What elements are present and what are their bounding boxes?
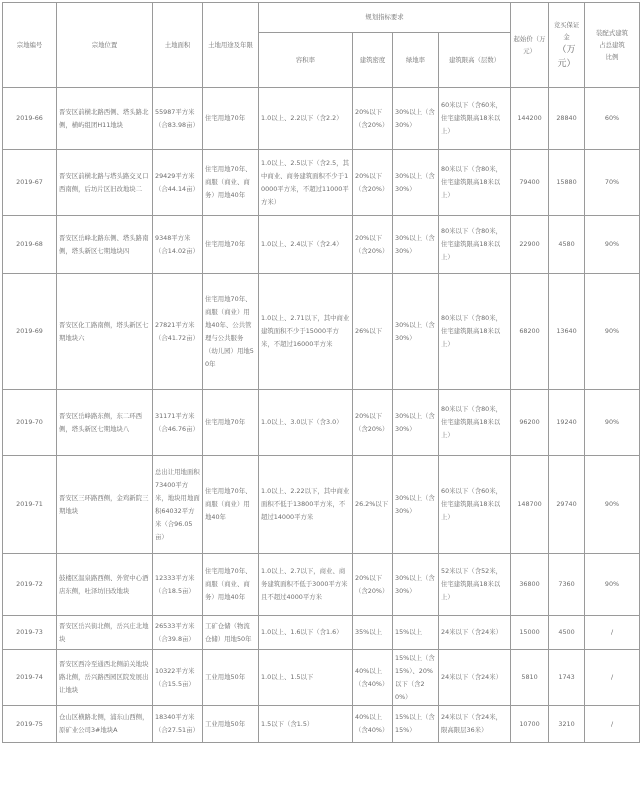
green-ratio-cell: 15%以上（含15%）、20%以下（含20%） xyxy=(393,650,439,706)
land-location-cell: 晋安区前横北路西侧、塔头路北侧，横屿组团H11地块 xyxy=(57,88,153,150)
land-area-cell: 29429平方米（合44.14亩） xyxy=(153,150,203,216)
height-limit-cell: 60米以下（含60米，住宅建筑限高18米以上） xyxy=(439,456,511,554)
land-area-cell: 18340平方米（合27.51亩） xyxy=(153,706,203,743)
building-density-cell: 20%以下（含20%） xyxy=(353,88,393,150)
land-area-cell: 12333平方米（合18.5亩） xyxy=(153,554,203,616)
prefab-ratio-cell: / xyxy=(585,650,640,706)
deposit-cell: 13640 xyxy=(549,274,585,390)
land-code-cell: 2019-69 xyxy=(3,274,57,390)
height-limit-cell: 24米以下（含24米，限高限层36米） xyxy=(439,706,511,743)
header-height: 建筑限高（层数） xyxy=(439,33,511,88)
land-code-cell: 2019-74 xyxy=(3,650,57,706)
height-limit-cell: 80米以下（含80米，住宅建筑限高18米以上） xyxy=(439,216,511,274)
prefab-ratio-cell: 90% xyxy=(585,390,640,456)
land-area-cell: 总出让用地面积73400平方米，地块用地面积64032平方米（合96.05亩） xyxy=(153,456,203,554)
land-location-cell: 鼓楼区温泉路西侧、外贸中心酒店东侧，吐泽坊旧改地块 xyxy=(57,554,153,616)
height-limit-cell: 52米以下（含52米，住宅建筑限高18米以上） xyxy=(439,554,511,616)
prefab-ratio-cell: 90% xyxy=(585,456,640,554)
start-price-cell: 96200 xyxy=(511,390,549,456)
land-code-cell: 2019-73 xyxy=(3,616,57,650)
building-density-cell: 20%以下（含20%） xyxy=(353,390,393,456)
header-prefab-ratio: 装配式建筑 占总建筑 比例 xyxy=(585,3,640,88)
land-code-cell: 2019-66 xyxy=(3,88,57,150)
land-use-cell: 住宅用地70年、商服（商业）用地40年 xyxy=(203,456,259,554)
height-limit-cell: 80米以下（含80米，住宅建筑限高18米以上） xyxy=(439,150,511,216)
plot-ratio-cell: 1.0以上、1.6以下（含1.6） xyxy=(259,616,353,650)
land-location-cell: 晋安区岳兴街北侧，岳兴庄北地块 xyxy=(57,616,153,650)
table-row xyxy=(3,216,640,274)
green-ratio-cell: 15%以上 xyxy=(393,616,439,650)
land-code-cell: 2019-75 xyxy=(3,706,57,743)
header-density: 建筑密度 xyxy=(353,33,393,88)
header-far: 容积率 xyxy=(259,33,353,88)
plot-ratio-cell: 1.0以上、2.2以下（含2.2） xyxy=(259,88,353,150)
header-code: 宗地编号 xyxy=(3,3,57,88)
deposit-cell: 7360 xyxy=(549,554,585,616)
table-body xyxy=(3,88,640,743)
green-ratio-cell: 30%以上（含30%） xyxy=(393,274,439,390)
green-ratio-cell: 30%以上（含30%） xyxy=(393,88,439,150)
green-ratio-cell: 30%以上（含30%） xyxy=(393,456,439,554)
land-use-cell: 住宅用地70年、商服（商业、商务）用地40年 xyxy=(203,554,259,616)
land-location-cell: 晋安区化工路南侧，塔头新区七期地块六 xyxy=(57,274,153,390)
header-start-price: 起始价（万 元） xyxy=(511,3,549,88)
table-row xyxy=(3,616,640,650)
land-use-cell: 工矿仓储（物流仓储）用地50年 xyxy=(203,616,259,650)
deposit-cell: 28840 xyxy=(549,88,585,150)
land-area-cell: 9348平方米（合14.02亩） xyxy=(153,216,203,274)
land-code-cell: 2019-70 xyxy=(3,390,57,456)
table-row xyxy=(3,390,640,456)
land-location-cell: 仓山区横路北侧，浦东山西侧，原矿业公司3#地块A xyxy=(57,706,153,743)
land-code-cell: 2019-72 xyxy=(3,554,57,616)
deposit-cell: 15880 xyxy=(549,150,585,216)
prefab-ratio-cell: / xyxy=(585,616,640,650)
land-use-cell: 住宅用地70年 xyxy=(203,216,259,274)
building-density-cell: 40%以上（含40%） xyxy=(353,706,393,743)
building-density-cell: 20%以下（含20%） xyxy=(353,554,393,616)
plot-ratio-cell: 1.0以上、2.4以下（含2.4） xyxy=(259,216,353,274)
height-limit-cell: 60米以下（含60米，住宅建筑限高18米以上） xyxy=(439,88,511,150)
land-location-cell: 晋安区三环路西侧，金鸡新院三期地块 xyxy=(57,456,153,554)
prefab-ratio-cell: 90% xyxy=(585,274,640,390)
building-density-cell: 26%以下 xyxy=(353,274,393,390)
land-area-cell: 31171平方米（合46.76亩） xyxy=(153,390,203,456)
land-location-cell: 晋安区岳峰路东侧，东二环西侧，塔头新区七期地块八 xyxy=(57,390,153,456)
building-density-cell: 20%以下（含20%） xyxy=(353,150,393,216)
plot-ratio-cell: 1.0以上、2.22以下，其中商业面积不低于13800平方米，不超过14000平方米 xyxy=(259,456,353,554)
building-density-cell: 35%以上 xyxy=(353,616,393,650)
plot-ratio-cell: 1.0以上、2.5以下（含2.5，其中商业、商务建筑面积不少于10000平方米，不超过11000平方米） xyxy=(259,150,353,216)
land-use-cell: 工业用地50年 xyxy=(203,706,259,743)
building-density-cell: 20%以下（含20%） xyxy=(353,216,393,274)
plot-ratio-cell: 1.0以上、2.71以下，其中商业建筑面积不少于15000平方米，不超过16000平方米 xyxy=(259,274,353,390)
land-area-cell: 10322平方米（合15.5亩） xyxy=(153,650,203,706)
height-limit-cell: 24米以下（含24米） xyxy=(439,616,511,650)
start-price-cell: 22900 xyxy=(511,216,549,274)
deposit-cell: 19240 xyxy=(549,390,585,456)
height-limit-cell: 80米以下（含80米，住宅建筑限高18米以上） xyxy=(439,390,511,456)
deposit-cell: 3210 xyxy=(549,706,585,743)
land-code-cell: 2019-68 xyxy=(3,216,57,274)
start-price-cell: 36800 xyxy=(511,554,549,616)
land-area-cell: 26533平方米（合39.8亩） xyxy=(153,616,203,650)
land-code-cell: 2019-67 xyxy=(3,150,57,216)
header-plan-group: 规划指标要求 xyxy=(259,3,511,33)
land-use-cell: 工业用地50年 xyxy=(203,650,259,706)
table-row xyxy=(3,456,640,554)
land-use-cell: 住宅用地70年 xyxy=(203,88,259,150)
table-row xyxy=(3,706,640,743)
land-area-cell: 55987平方米（合83.98亩） xyxy=(153,88,203,150)
start-price-cell: 5810 xyxy=(511,650,549,706)
prefab-ratio-cell: / xyxy=(585,706,640,743)
building-density-cell: 26.2%以下 xyxy=(353,456,393,554)
start-price-cell: 79400 xyxy=(511,150,549,216)
start-price-cell: 148700 xyxy=(511,456,549,554)
start-price-cell: 144200 xyxy=(511,88,549,150)
table-row xyxy=(3,274,640,390)
header-use: 土地用途及年限 xyxy=(203,3,259,88)
header-location: 宗地位置 xyxy=(57,3,153,88)
deposit-cell: 1743 xyxy=(549,650,585,706)
land-use-cell: 住宅用地70年 xyxy=(203,390,259,456)
start-price-cell: 68200 xyxy=(511,274,549,390)
plot-ratio-cell: 1.0以上、3.0以下（含3.0） xyxy=(259,390,353,456)
height-limit-cell: 24米以下（含24米） xyxy=(439,650,511,706)
land-use-cell: 住宅用地70年、商服（商业、商务）用地40年 xyxy=(203,150,259,216)
table-row xyxy=(3,150,640,216)
deposit-cell: 29740 xyxy=(549,456,585,554)
header-green: 绿地率 xyxy=(393,33,439,88)
start-price-cell: 15000 xyxy=(511,616,549,650)
prefab-ratio-cell: 60% xyxy=(585,88,640,150)
plot-ratio-cell: 1.0以上、1.5以下 xyxy=(259,650,353,706)
land-location-cell: 晋安区西冷至通西北侧前关地块路北侧，岳兴路西园区院发展出让地块 xyxy=(57,650,153,706)
deposit-cell: 4500 xyxy=(549,616,585,650)
land-area-cell: 27821平方米（合41.72亩） xyxy=(153,274,203,390)
green-ratio-cell: 30%以上（含30%） xyxy=(393,390,439,456)
table-row xyxy=(3,88,640,150)
header-deposit: 竞买保证 金 （万 元） xyxy=(549,3,585,88)
land-code-cell: 2019-71 xyxy=(3,456,57,554)
prefab-ratio-cell: 90% xyxy=(585,216,640,274)
plot-ratio-cell: 1.5以下（含1.5） xyxy=(259,706,353,743)
start-price-cell: 10700 xyxy=(511,706,549,743)
building-density-cell: 40%以上（含40%） xyxy=(353,650,393,706)
plot-ratio-cell: 1.0以上、2.7以下，商业、商务建筑面积不低于3000平方米且不超过4000平方米 xyxy=(259,554,353,616)
land-location-cell: 晋安区前横北路与塔头路交叉口西南侧，后坊片区旧改地块二 xyxy=(57,150,153,216)
table-row xyxy=(3,554,640,616)
prefab-ratio-cell: 90% xyxy=(585,554,640,616)
land-use-cell: 住宅用地70年、商服（商业）用地40年、公共管理与公共服务（幼儿园）用地50年 xyxy=(203,274,259,390)
land-auction-table xyxy=(2,2,640,743)
table-row xyxy=(3,650,640,706)
deposit-cell: 4580 xyxy=(549,216,585,274)
green-ratio-cell: 30%以上（含30%） xyxy=(393,150,439,216)
height-limit-cell: 80米以下（含80米，住宅建筑限高18米以上） xyxy=(439,274,511,390)
green-ratio-cell: 15%以上（含15%） xyxy=(393,706,439,743)
land-location-cell: 晋安区岳峰北路东侧、塔头路南侧，塔头新区七期地块四 xyxy=(57,216,153,274)
prefab-ratio-cell: 70% xyxy=(585,150,640,216)
green-ratio-cell: 30%以上（含30%） xyxy=(393,216,439,274)
green-ratio-cell: 30%以上（含30%） xyxy=(393,554,439,616)
header-area: 土地面积 xyxy=(153,3,203,88)
